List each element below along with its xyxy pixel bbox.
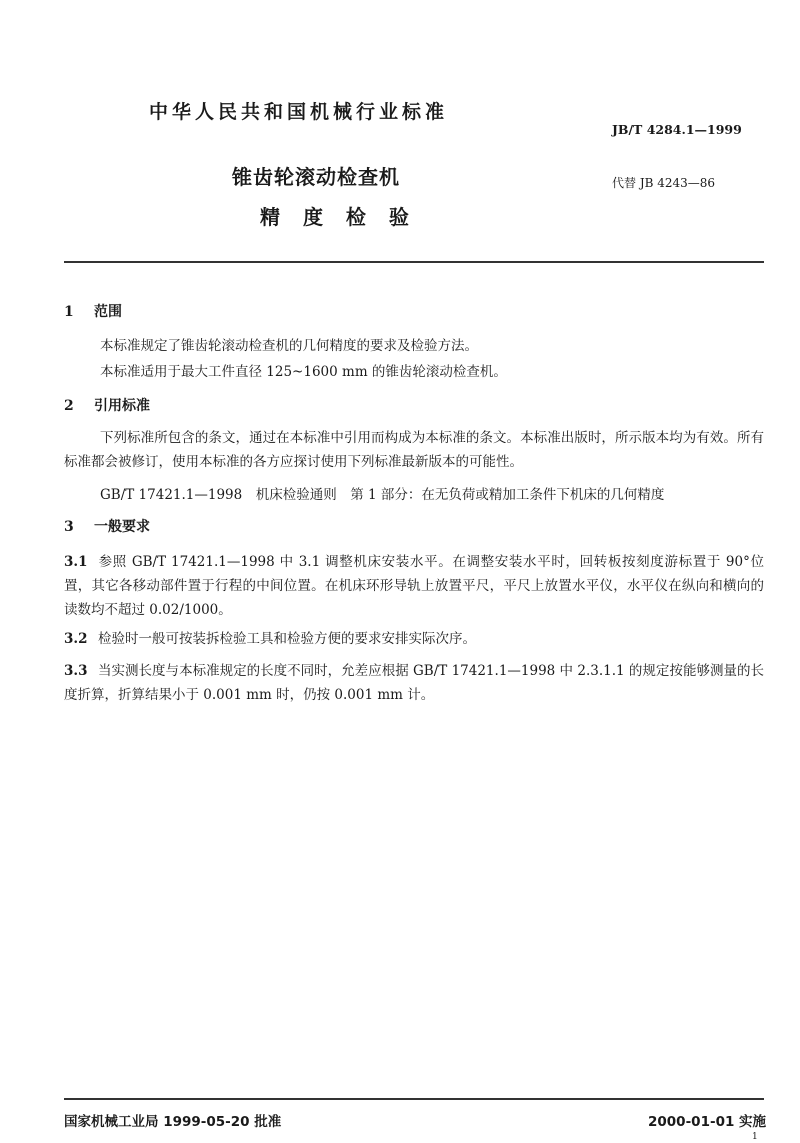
- section-heading-2: [64, 395, 150, 415]
- section-title: 范围: [94, 304, 122, 320]
- standard-type-heading: 中华人民共和国机械行业标准: [149, 101, 449, 123]
- paragraph: 本标准规定了锥齿轮滚动检查机的几何精度的要求及检验方法。: [100, 338, 478, 354]
- clause-text: 检验时一般可按装拆检验工具和检验方便的要求安排实际次序。: [98, 631, 476, 647]
- clause-3-3: [64, 659, 764, 707]
- implementation-date: 2000-01-01 实施: [648, 1114, 767, 1130]
- clause-3-1: [64, 550, 764, 622]
- section-heading-3: [64, 516, 150, 536]
- section-heading-1: [64, 301, 122, 321]
- paragraph: 本标准适用于最大工件直径 125~1600 mm 的锥齿轮滚动检查机。: [100, 364, 507, 380]
- paragraph: 下列标准所包含的条文，通过在本标准中引用而构成为本标准的条文。本标准出版时，所示版本均为有效。所有标准都会被修订，使用本标准的各方应探讨使用下列标准最新版本的可能性。: [64, 430, 764, 470]
- clause-text: 当实测长度与本标准规定的长度不同时，允差应根据 GB/T 17421.1—1998 中 2.3.1.1 的规定按能够测量的长度折算，折算结果小于 0.001 mm 时，仍按 0.001 mm 计。: [64, 663, 764, 703]
- section-number: 3: [64, 519, 74, 535]
- page-number: 1: [752, 1132, 758, 1142]
- section-title: 一般要求: [94, 519, 150, 535]
- clause-number: 3.1: [64, 554, 88, 570]
- reference-standard: GB/T 17421.1—1998 机床检验通则 第 1 部分：在无负荷或精加工条件下机床的几何精度: [100, 487, 665, 503]
- document-title-line1: 锥齿轮滚动检查机: [232, 165, 400, 189]
- header-divider: [64, 261, 764, 263]
- replaces-standard: 代替 JB 4243—86: [612, 176, 716, 190]
- approval-line: 国家机械工业局 1999-05-20 批准: [64, 1114, 282, 1130]
- section-number: 1: [64, 304, 74, 320]
- clause-number: 3.3: [64, 663, 88, 679]
- clause-text: 参照 GB/T 17421.1—1998 中 3.1 调整机床安装水平。在调整安装水平时，回转板按刻度游标置于 90°位置，其它各移动部件置于行程的中间位置。在机床环形导轨上放置平尺，平尺上放置水平仪，水平仪在纵向和横向的读数均不超过 0.02/1000。: [64, 554, 764, 618]
- section-title: 引用标准: [94, 398, 150, 414]
- document-title-line2: 精 度 检 验: [260, 205, 417, 229]
- section-number: 2: [64, 398, 74, 414]
- footer-divider: [64, 1098, 764, 1100]
- standard-code: JB/T 4284.1—1999: [612, 122, 742, 137]
- clause-number: 3.2: [64, 631, 88, 647]
- clause-3-2: [64, 627, 764, 651]
